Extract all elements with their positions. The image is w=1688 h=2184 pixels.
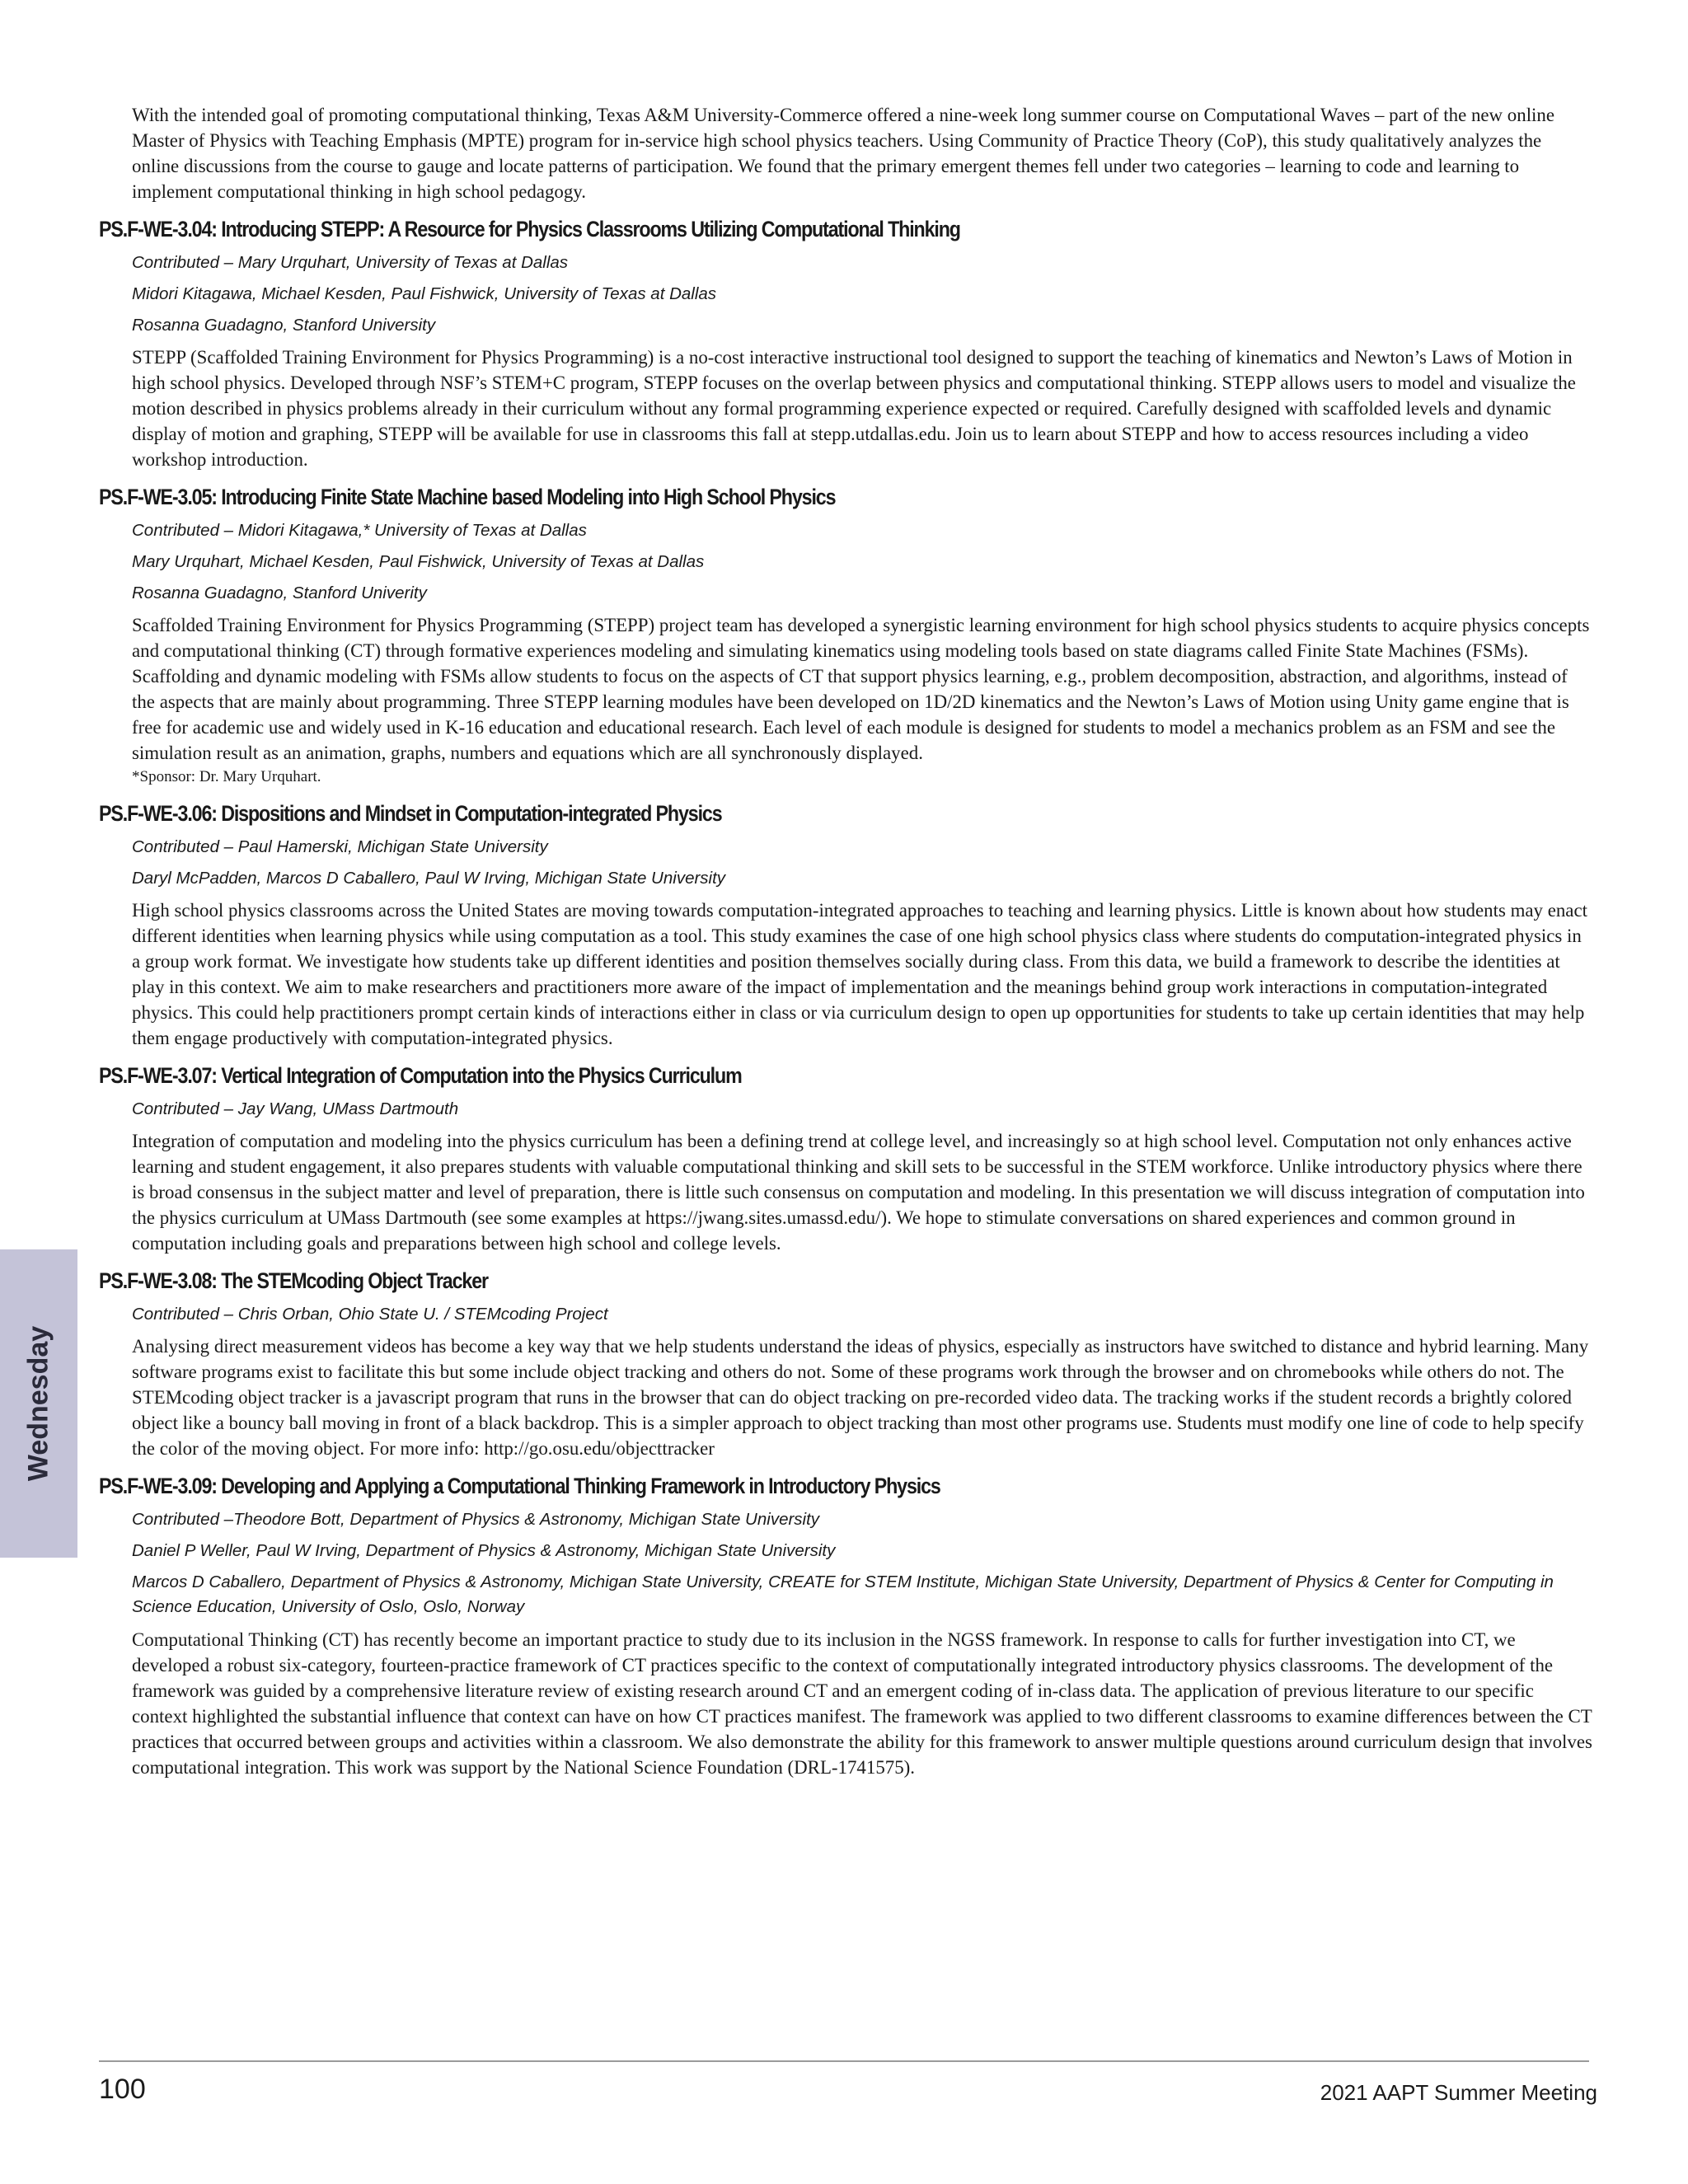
item-title: PS.F-WE-3.07: Vertical Integration of Computation into the Physics Curriculum <box>99 1063 742 1088</box>
item-author: Contributed –Theodore Bott, Department of Physics & Astronomy, Michigan State University <box>132 1510 820 1529</box>
item-title: PS.F-WE-3.05: Introducing Finite State Machine based Modeling into High School Physics <box>99 485 836 509</box>
item-author: Rosanna Guadagno, Stanford University <box>132 316 436 335</box>
page-number: 100 <box>99 2074 146 2105</box>
item-author: Rosanna Guadagno, Stanford Univerity <box>132 583 427 602</box>
session-item-307 <box>99 1062 1592 1256</box>
footer-divider <box>99 2060 1589 2062</box>
session-item-309 <box>99 1472 1592 1780</box>
session-item-304 <box>99 215 1592 472</box>
item-abstract: Integration of computation and modeling into the physics curriculum has been a defining trend at college level, and increasingly so at high school level. Computation not only enhances active learning and student engagement, it also prepares students with valuable computational thinking and skill sets to be successful in the STEM workforce. Unlike introductory physics where there is broad consensus in the subject matter and level of preparation, there is little such consensus on computation and modeling. In this presentation we will discuss integration of computation into the physics curriculum at UMass Dartmouth (see some examples at https://jwang.sites.umassd.edu/). We hope to stimulate conversations on shared experiences and common ground in computation including goals and preparations between high school and college levels. <box>132 1131 1585 1254</box>
item-author: Contributed – Midori Kitagawa,* University of Texas at Dallas <box>132 521 587 540</box>
item-author: Contributed – Paul Hamerski, Michigan State University <box>132 837 548 856</box>
meeting-name: 2021 AAPT Summer Meeting <box>1320 2080 1597 2105</box>
item-author: Mary Urquhart, Michael Kesden, Paul Fishwick, University of Texas at Dallas <box>132 552 705 571</box>
session-item-305 <box>99 483 1592 789</box>
day-side-tab-label: Wednesday <box>22 1325 54 1482</box>
item-author: Contributed – Chris Orban, Ohio State U. / STEMcoding Project <box>132 1305 608 1324</box>
session-item-306 <box>99 799 1592 1051</box>
item-author: Midori Kitagawa, Michael Kesden, Paul Fishwick, University of Texas at Dallas <box>132 284 717 303</box>
item-sponsor-note: *Sponsor: Dr. Mary Urquhart. <box>132 768 321 785</box>
page-content <box>99 102 1592 1788</box>
day-side-tab <box>0 1249 77 1558</box>
item-title: PS.F-WE-3.04: Introducing STEPP: A Resource for Physics Classrooms Utilizing Computational Thinking <box>99 217 960 241</box>
item-abstract: Computational Thinking (CT) has recently become an important practice to study due to its inclusion in the NGSS framework. In response to calls for further investigation into CT, we developed a robust six-category, fourteen-practice framework of CT practices specific to the context of computationally integrated introductory physics classrooms. The development of the framework was guided by a comprehensive literature review of existing research around CT and an emergent coding of in-class data. The application of previous literature to our specific context highlighted the substantial influence that context can have on how CT practices manifest. The framework was applied to two different classrooms to examine differences between the CT practices that occurred between groups and activities within a classroom. We also demonstrate the ability for this framework to answer multiple questions around curriculum design that involves computational integration. This work was support by the National Science Foundation (DRL-1741575). <box>132 1629 1592 1778</box>
item-abstract: Analysing direct measurement videos has become a key way that we help students understand the ideas of physics, especially as instructors have switched to distance and hybrid learning. Many software programs exist to facilitate this but some include object tracking and others do not. Some of these programs work through the browser and on chromebooks while others do not. The STEMcoding object tracker is a javascript program that runs in the browser that can do object tracking on pre-recorded video data. The tracking works if the student records a brightly colored object like a bouncy ball moving in front of a black backdrop. This is a simpler approach to object tracking than most other programs use. Students must modify one line of code to help specify the color of the moving object. For more info: http://go.osu.edu/objecttracker <box>132 1336 1589 1459</box>
item-author: Marcos D Caballero, Department of Physics & Astronomy, Michigan State University, CREATE for STEM Institute, Michigan State University, Department of Physics & Center for Computing in Science Education, University of Oslo, Oslo, Norway <box>132 1572 1554 1616</box>
item-author: Daniel P Weller, Paul W Irving, Department of Physics & Astronomy, Michigan State University <box>132 1541 836 1560</box>
item-title: PS.F-WE-3.06: Dispositions and Mindset in Computation-integrated Physics <box>99 801 722 826</box>
item-author: Contributed – Jay Wang, UMass Dartmouth <box>132 1099 459 1118</box>
lead-abstract: With the intended goal of promoting computational thinking, Texas A&M University-Commerce offered a nine-week long summer course on Computational Waves – part of the new online Master of Physics with Teaching Emphasis (MPTE) program for in-service high school physics teachers. Using Community of Practice Theory (CoP), this study qualitatively analyzes the online discussions from the course to gauge and locate patterns of participation. We found that the primary emergent themes fell under two categories – learning to code and learning to implement computational thinking in high school pedagogy. <box>132 105 1555 202</box>
item-abstract: STEPP (Scaffolded Training Environment for Physics Programming) is a no-cost interactive instructional tool designed to support the teaching of kinematics and Newton’s Laws of Motion in high school physics. Developed through NSF’s STEM+C program, STEPP focuses on the overlap between physics and computational thinking. STEPP allows users to model and visualize the motion described in physics problems already in their curriculum without any formal programming experience expected or required. Carefully designed with scaffolded levels and dynamic display of motion and graphing, STEPP will be available for use in classrooms this fall at stepp.utdallas.edu. Join us to learn about STEPP and how to access resources including a video workshop introduction. <box>132 347 1576 470</box>
item-author: Daryl McPadden, Marcos D Caballero, Paul W Irving, Michigan State University <box>132 869 726 888</box>
session-item-308 <box>99 1267 1592 1461</box>
item-abstract: High school physics classrooms across the United States are moving towards computation-integrated approaches to teaching and learning physics. Little is known about how students may enact different identities when learning physics while using computation as a tool. This study examines the case of one high school physics class where students do computation-integrated physics in a group work format. We investigate how students take up different identities and position themselves socially during class. From this data, we build a framework to describe the identities at play in this context. We aim to make researchers and practitioners more aware of the impact of implementation and the meanings behind group work interactions in computation-integrated physics. This could help practitioners prompt certain kinds of interactions either in class or via curriculum design to open up opportunities for students to take up certain identities that may help them engage productively with computation-integrated physics. <box>132 900 1587 1048</box>
item-title: PS.F-WE-3.09: Developing and Applying a Computational Thinking Framework in Introductory Physics <box>99 1474 940 1498</box>
item-abstract: Scaffolded Training Environment for Physics Programming (STEPP) project team has developed a synergistic learning environment for high school physics students to acquire physics concepts and computational thinking (CT) through formative experiences modeling and simulating kinematics using modeling tools based on state diagrams called Finite State Machines (FSMs). Scaffolding and dynamic modeling with FSMs allow students to focus on the aspects of CT that support physics learning, e.g., problem decomposition, abstraction, and algorithms, instead of the aspects that are mainly about programming. Three STEPP learning modules have been developed on 1D/2D kinematics and the Newton’s Laws of Motion using Unity game engine that is free for academic use and widely used in K-16 education and educational research. Each level of each module is designed for students to model a mechanics problem as an FSM and see the simulation result as an animation, graphs, numbers and equations which are all synchronously displayed. <box>132 615 1590 763</box>
item-author: Contributed – Mary Urquhart, University of Texas at Dallas <box>132 253 569 272</box>
item-title: PS.F-WE-3.08: The STEMcoding Object Tracker <box>99 1268 488 1293</box>
